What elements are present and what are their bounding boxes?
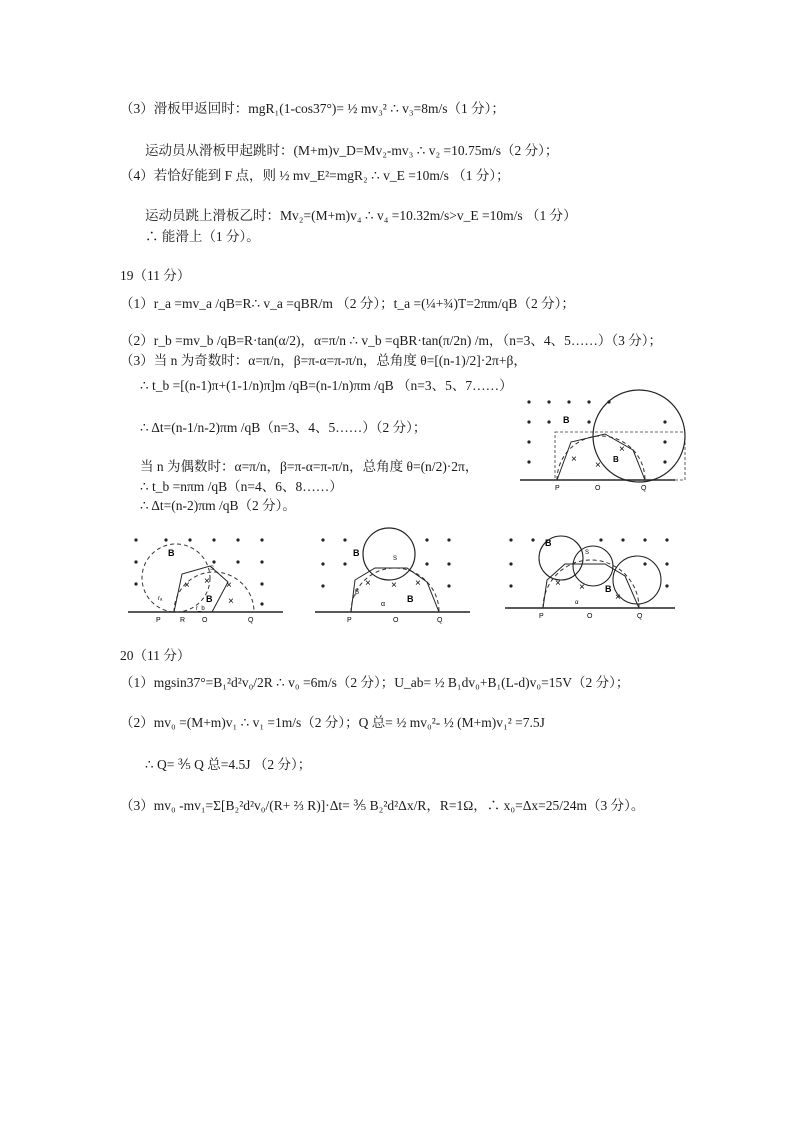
fig2-cross-1: × (184, 580, 190, 591)
q19-heading: 19（11 分） (120, 268, 191, 283)
q19-line-1: （1）r_a =mv_a /qB=R∴ v_a =qBR/m （2 分）；t_a =(¼+¾)T=2πm/qB（2 分）； (120, 296, 575, 311)
fig2-label-q: Q (248, 617, 254, 624)
q18-line-3: （4）若恰好能到 F 点，则 ½ mv_E²=mgR₂ ∴ v_E =10m/s （1 分）； (120, 168, 510, 183)
q19-line-5: ∴ Δt=(n-1/n-2)πm /qB（n=3、4、5……）（2 分）； (140, 420, 427, 435)
fig4-label-p: P (539, 613, 544, 620)
fig2-label-ra: rₐ (158, 596, 163, 602)
fig3-label-p: P (347, 617, 352, 624)
fig2-label-r: R (180, 617, 186, 624)
q18-line-5: ∴ 能滑上（1 分）。 (145, 229, 260, 244)
q19-line-2: （2）r_b =mv_b /qB=R·tan(α/2)，α=π/n ∴ v_b =qBR·tan(π/2n) /m，（n=3、4、5……）（3 分）； (120, 333, 663, 348)
q19-line-8: ∴ Δt=(n-2)πm /qB（2 分）。 (140, 498, 296, 513)
fig4-cross-3: × (615, 592, 621, 603)
fig4-label-o: O (587, 613, 593, 620)
fig4-label-b: B (545, 538, 552, 548)
q20-line-1: （1）mgsin37°=B₁²d²v₀/2R ∴ v₀ =6m/s（2 分）；U_ab= ½ B₁dv₀+B₁(L-d)v₀=15V（2 分）； (120, 675, 630, 690)
q20-line-2: （2）mv₀ =(M+m)v₁ ∴ v₁ =1m/s（2 分）；Q 总= ½ mv₀²- ½ (M+m)v₁² =7.5J (120, 715, 545, 730)
fig1-label-o: O (595, 485, 601, 492)
fig2-label-b2: B (206, 594, 213, 604)
magnetic-field-figure-c (505, 524, 680, 624)
fig2-label-s: S (210, 566, 215, 572)
q20-line-4: （3）mv₀ -mv₁=Σ[B₂²d²v₀/(R+ ⅔ R)]·Δt= ⅗ B₂²d²Δx/R，R=1Ω，∴ x₀=Δx=25/24m（3 分）。 (120, 798, 645, 813)
q18-line-2: 运动员从滑板甲起跳时：(M+m)v_D=Mv₂-mv₃ ∴ v₂ =10.75m/s（2 分）； (145, 143, 559, 158)
fig2-cross-4: × (228, 596, 234, 607)
fig3-cross-3: × (415, 578, 421, 589)
q19-line-7: ∴ t_b =nπm /qB（n=4、6、8……） (140, 479, 343, 494)
fig2-label-b: B (168, 548, 175, 558)
q18-line-4: 运动员跳上滑板乙时：Mv₂=(M+m)v₄ ∴ v₄ =10.32m/s>v_E =10m/s （1 分） (145, 208, 577, 223)
fig4-label-s: S (585, 550, 590, 556)
fig1-cross-2: × (595, 460, 601, 471)
fig2-label-p: P (156, 617, 161, 624)
fig1-label-b: B (563, 415, 570, 425)
q18-line-1: （3）滑板甲返回时：mgR₁(1-cos37°)= ½ mv₃² ∴ v₃=8m/s（1 分）； (120, 101, 505, 116)
fig3-label-q: Q (437, 617, 443, 624)
fig2-label-rb: r_b (196, 606, 205, 612)
fig4-label-q: Q (637, 613, 643, 620)
fig1-cross-3: × (619, 444, 625, 455)
fig4-cross-2: × (579, 582, 585, 593)
fig1-label-p: P (555, 485, 560, 492)
fig3-label-o: O (393, 617, 399, 624)
fig3-cross-2: × (391, 580, 397, 591)
fig1-label-q: Q (641, 485, 647, 492)
magnetic-field-figure-odd (515, 390, 695, 490)
fig3-cross-1: × (365, 578, 371, 589)
fig3-label-b2: B (407, 594, 414, 604)
fig2-label-o: O (202, 617, 208, 624)
fig3-label-b: B (353, 548, 360, 558)
fig1-label-b2: B (613, 455, 619, 464)
magnetic-field-figure-a (128, 528, 288, 623)
q19-line-6: 当 n 为偶数时：α=π/n，β=π-α=π-π/n，总角度 θ=(n/2)·2π， (140, 459, 479, 474)
fig2-cross-3: × (226, 580, 232, 591)
q19-line-3: （3）当 n 为奇数时：α=π/n，β=π-α=π-π/n，总角度 θ=[(n-1)/2]·2π+β， (120, 353, 527, 368)
fig3-label-alpha: α (381, 601, 386, 608)
magnetic-field-figure-b (315, 524, 475, 624)
fig4-cross-1: × (555, 578, 561, 589)
fig2-cross-2: × (204, 576, 210, 587)
fig3-label-beta: β (355, 589, 360, 596)
fig1-cross-1: × (571, 454, 577, 465)
fig4-label-b2: B (605, 584, 612, 594)
q20-heading: 20（11 分） (120, 648, 191, 663)
fig4-label-alpha: α (575, 600, 579, 606)
fig3-label-s: S (393, 556, 398, 562)
q19-line-4: ∴ t_b =[(n-1)π+(1-1/n)π]m /qB=(n-1/n)πm /qB （n=3、5、7……） (140, 378, 513, 393)
q20-line-3: ∴ Q= ⅗ Q 总=4.5J （2 分）； (145, 757, 312, 772)
